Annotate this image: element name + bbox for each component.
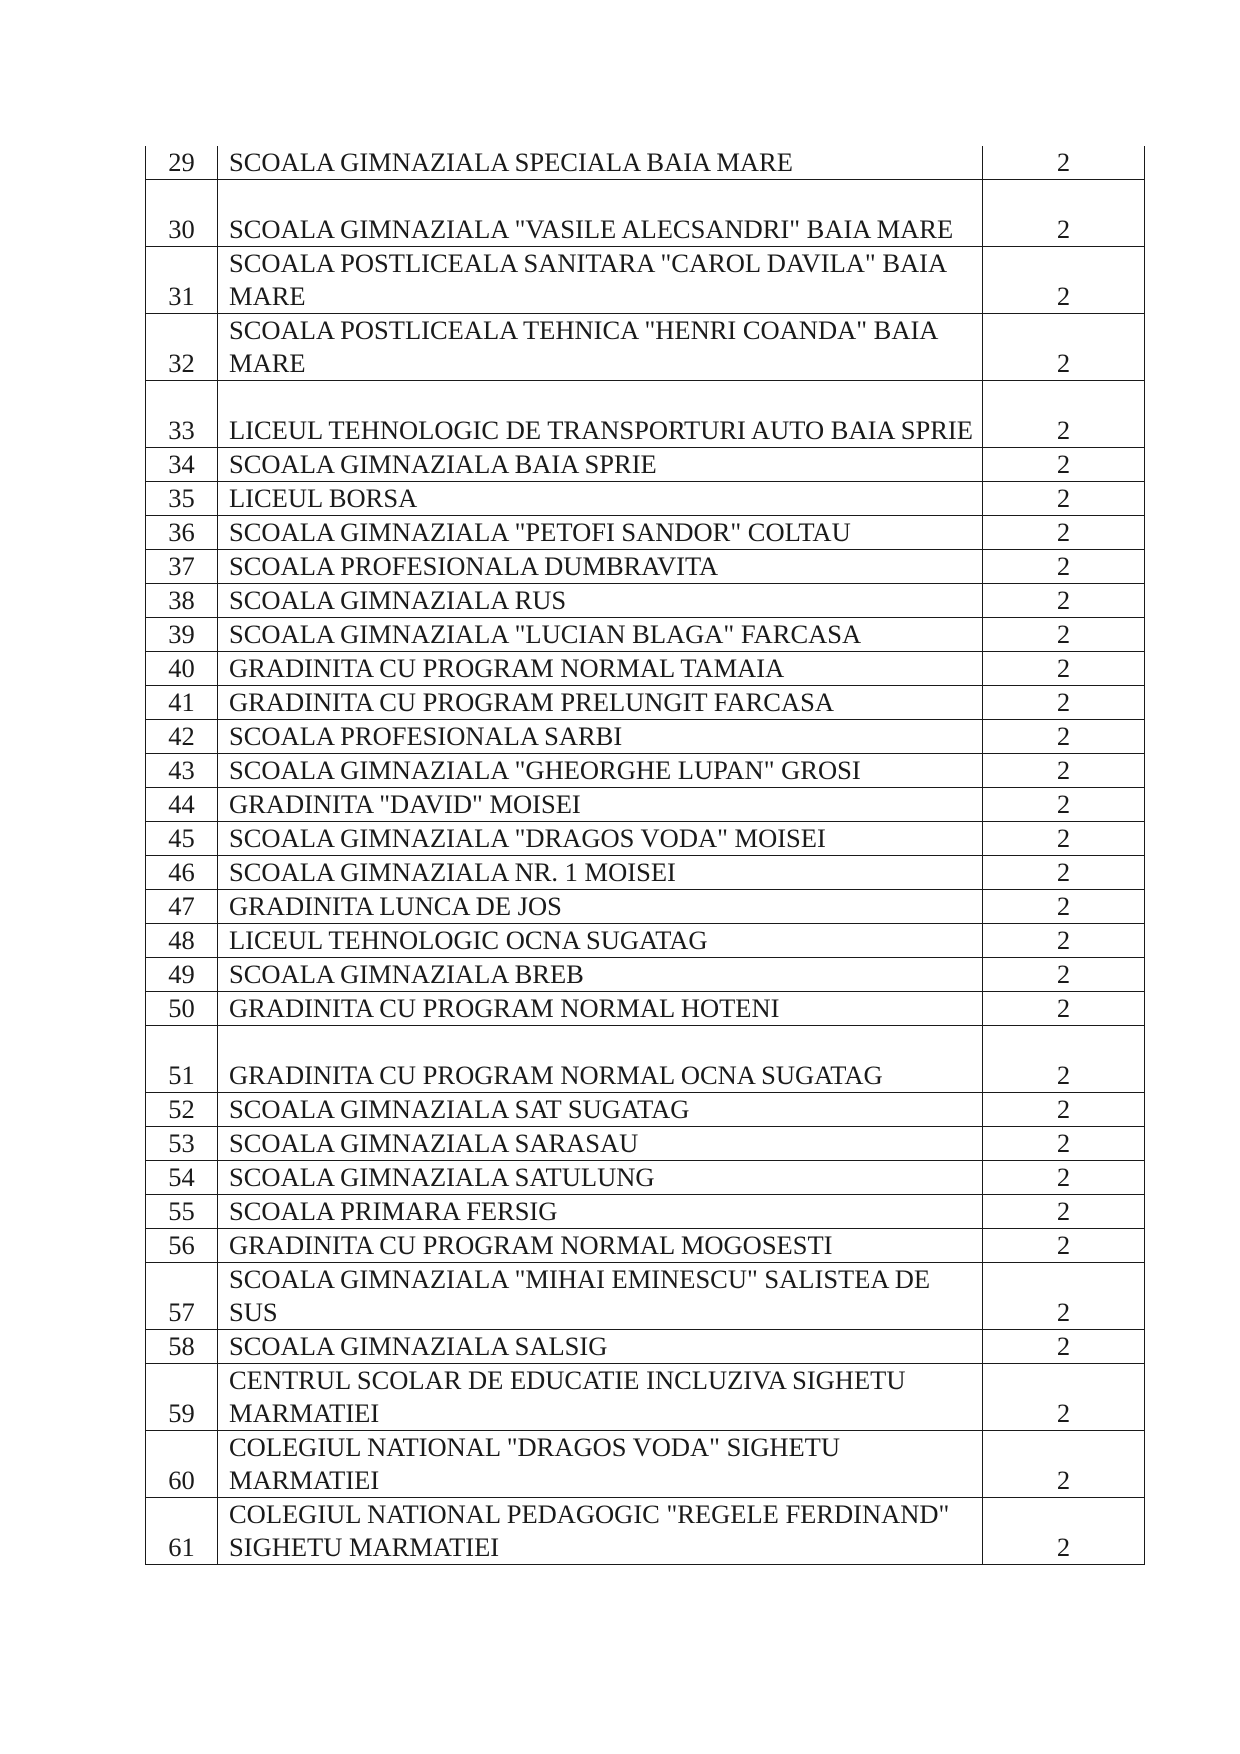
table-row <box>146 448 1145 482</box>
row-number: 47 <box>146 890 218 924</box>
row-number: 53 <box>146 1127 218 1161</box>
school-name: GRADINITA CU PROGRAM NORMAL HOTENI <box>218 992 983 1026</box>
table-row <box>146 890 1145 924</box>
school-name: CENTRUL SCOLAR DE EDUCATIE INCLUZIVA SIGHETU MARMATIEI <box>218 1364 983 1431</box>
school-name: GRADINITA LUNCA DE JOS <box>218 890 983 924</box>
row-number: 58 <box>146 1330 218 1364</box>
school-name: SCOALA GIMNAZIALA NR. 1 MOISEI <box>218 856 983 890</box>
table-row <box>146 247 1145 314</box>
row-number: 38 <box>146 584 218 618</box>
school-name: SCOALA GIMNAZIALA "DRAGOS VODA" MOISEI <box>218 822 983 856</box>
row-value: 2 <box>983 550 1145 584</box>
school-name: GRADINITA "DAVID" MOISEI <box>218 788 983 822</box>
row-value: 2 <box>983 1364 1145 1431</box>
row-value: 2 <box>983 1195 1145 1229</box>
table-row <box>146 1195 1145 1229</box>
row-number: 60 <box>146 1431 218 1498</box>
table-row <box>146 1330 1145 1364</box>
table-row <box>146 652 1145 686</box>
row-number: 37 <box>146 550 218 584</box>
row-number: 39 <box>146 618 218 652</box>
row-value: 2 <box>983 1127 1145 1161</box>
school-name: SCOALA GIMNAZIALA "GHEORGHE LUPAN" GROSI <box>218 754 983 788</box>
row-number: 43 <box>146 754 218 788</box>
school-name: SCOALA GIMNAZIALA RUS <box>218 584 983 618</box>
school-name: SCOALA GIMNAZIALA BREB <box>218 958 983 992</box>
row-number: 33 <box>146 381 218 448</box>
row-value: 2 <box>983 180 1145 247</box>
table-row <box>146 958 1145 992</box>
table-row <box>146 381 1145 448</box>
row-value: 2 <box>983 482 1145 516</box>
table-row <box>146 1263 1145 1330</box>
row-number: 59 <box>146 1364 218 1431</box>
row-number: 41 <box>146 686 218 720</box>
row-value: 2 <box>983 890 1145 924</box>
schools-table <box>145 146 1145 1565</box>
row-value: 2 <box>983 584 1145 618</box>
row-value: 2 <box>983 448 1145 482</box>
school-name: COLEGIUL NATIONAL PEDAGOGIC "REGELE FERDINAND" SIGHETU MARMATIEI <box>218 1498 983 1565</box>
row-value: 2 <box>983 618 1145 652</box>
row-value: 2 <box>983 754 1145 788</box>
row-value: 2 <box>983 652 1145 686</box>
table-row <box>146 584 1145 618</box>
row-value: 2 <box>983 1093 1145 1127</box>
table-row <box>146 686 1145 720</box>
row-value: 2 <box>983 856 1145 890</box>
table-row <box>146 1026 1145 1093</box>
school-name: SCOALA GIMNAZIALA SARASAU <box>218 1127 983 1161</box>
row-value: 2 <box>983 822 1145 856</box>
row-number: 35 <box>146 482 218 516</box>
row-number: 46 <box>146 856 218 890</box>
school-name: SCOALA GIMNAZIALA SAT SUGATAG <box>218 1093 983 1127</box>
table-row <box>146 1364 1145 1431</box>
row-value: 2 <box>983 992 1145 1026</box>
row-value: 2 <box>983 686 1145 720</box>
school-name: GRADINITA CU PROGRAM NORMAL TAMAIA <box>218 652 983 686</box>
row-value: 2 <box>983 720 1145 754</box>
school-name: SCOALA GIMNAZIALA "LUCIAN BLAGA" FARCASA <box>218 618 983 652</box>
school-name: LICEUL TEHNOLOGIC OCNA SUGATAG <box>218 924 983 958</box>
table-row <box>146 482 1145 516</box>
row-number: 42 <box>146 720 218 754</box>
school-name: LICEUL BORSA <box>218 482 983 516</box>
school-name: GRADINITA CU PROGRAM PRELUNGIT FARCASA <box>218 686 983 720</box>
table-row <box>146 618 1145 652</box>
row-value: 2 <box>983 1498 1145 1565</box>
row-number: 57 <box>146 1263 218 1330</box>
row-value: 2 <box>983 314 1145 381</box>
table-row <box>146 550 1145 584</box>
row-number: 32 <box>146 314 218 381</box>
school-name: SCOALA GIMNAZIALA BAIA SPRIE <box>218 448 983 482</box>
row-value: 2 <box>983 958 1145 992</box>
school-name: SCOALA GIMNAZIALA SATULUNG <box>218 1161 983 1195</box>
row-value: 2 <box>983 1431 1145 1498</box>
row-number: 29 <box>146 146 218 180</box>
row-number: 52 <box>146 1093 218 1127</box>
row-number: 31 <box>146 247 218 314</box>
row-value: 2 <box>983 788 1145 822</box>
school-name: SCOALA GIMNAZIALA "MIHAI EMINESCU" SALISTEA DE SUS <box>218 1263 983 1330</box>
table-row <box>146 856 1145 890</box>
table-row <box>146 822 1145 856</box>
table-row <box>146 314 1145 381</box>
school-name: SCOALA PRIMARA FERSIG <box>218 1195 983 1229</box>
table-row <box>146 788 1145 822</box>
table-row <box>146 1161 1145 1195</box>
school-name: GRADINITA CU PROGRAM NORMAL MOGOSESTI <box>218 1229 983 1263</box>
schools-table-body <box>146 146 1145 1565</box>
row-value: 2 <box>983 1026 1145 1093</box>
row-number: 34 <box>146 448 218 482</box>
row-value: 2 <box>983 1330 1145 1364</box>
row-number: 61 <box>146 1498 218 1565</box>
row-value: 2 <box>983 924 1145 958</box>
table-row <box>146 1093 1145 1127</box>
school-name: SCOALA GIMNAZIALA "PETOFI SANDOR" COLTAU <box>218 516 983 550</box>
row-number: 51 <box>146 1026 218 1093</box>
school-name: GRADINITA CU PROGRAM NORMAL OCNA SUGATAG <box>218 1026 983 1093</box>
row-number: 55 <box>146 1195 218 1229</box>
table-row <box>146 1431 1145 1498</box>
school-name: SCOALA GIMNAZIALA "VASILE ALECSANDRI" BAIA MARE <box>218 180 983 247</box>
row-number: 44 <box>146 788 218 822</box>
table-row <box>146 516 1145 550</box>
table-row <box>146 1127 1145 1161</box>
school-name: SCOALA POSTLICEALA SANITARA "CAROL DAVILA" BAIA MARE <box>218 247 983 314</box>
table-row <box>146 720 1145 754</box>
row-value: 2 <box>983 247 1145 314</box>
row-value: 2 <box>983 1263 1145 1330</box>
row-value: 2 <box>983 1229 1145 1263</box>
school-name: SCOALA POSTLICEALA TEHNICA "HENRI COANDA" BAIA MARE <box>218 314 983 381</box>
row-number: 56 <box>146 1229 218 1263</box>
table-row <box>146 1498 1145 1565</box>
table-row <box>146 754 1145 788</box>
table-row <box>146 180 1145 247</box>
school-name: COLEGIUL NATIONAL "DRAGOS VODA" SIGHETU MARMATIEI <box>218 1431 983 1498</box>
row-value: 2 <box>983 516 1145 550</box>
school-name: SCOALA PROFESIONALA SARBI <box>218 720 983 754</box>
row-number: 30 <box>146 180 218 247</box>
school-name: LICEUL TEHNOLOGIC DE TRANSPORTURI AUTO BAIA SPRIE <box>218 381 983 448</box>
school-name: SCOALA GIMNAZIALA SALSIG <box>218 1330 983 1364</box>
row-number: 40 <box>146 652 218 686</box>
school-name: SCOALA PROFESIONALA DUMBRAVITA <box>218 550 983 584</box>
row-number: 36 <box>146 516 218 550</box>
school-name: SCOALA GIMNAZIALA SPECIALA BAIA MARE <box>218 146 983 180</box>
table-row <box>146 1229 1145 1263</box>
table-row <box>146 146 1145 180</box>
row-value: 2 <box>983 381 1145 448</box>
table-row <box>146 992 1145 1026</box>
row-value: 2 <box>983 1161 1145 1195</box>
row-number: 48 <box>146 924 218 958</box>
row-number: 54 <box>146 1161 218 1195</box>
row-value: 2 <box>983 146 1145 180</box>
row-number: 50 <box>146 992 218 1026</box>
row-number: 49 <box>146 958 218 992</box>
table-row <box>146 924 1145 958</box>
row-number: 45 <box>146 822 218 856</box>
